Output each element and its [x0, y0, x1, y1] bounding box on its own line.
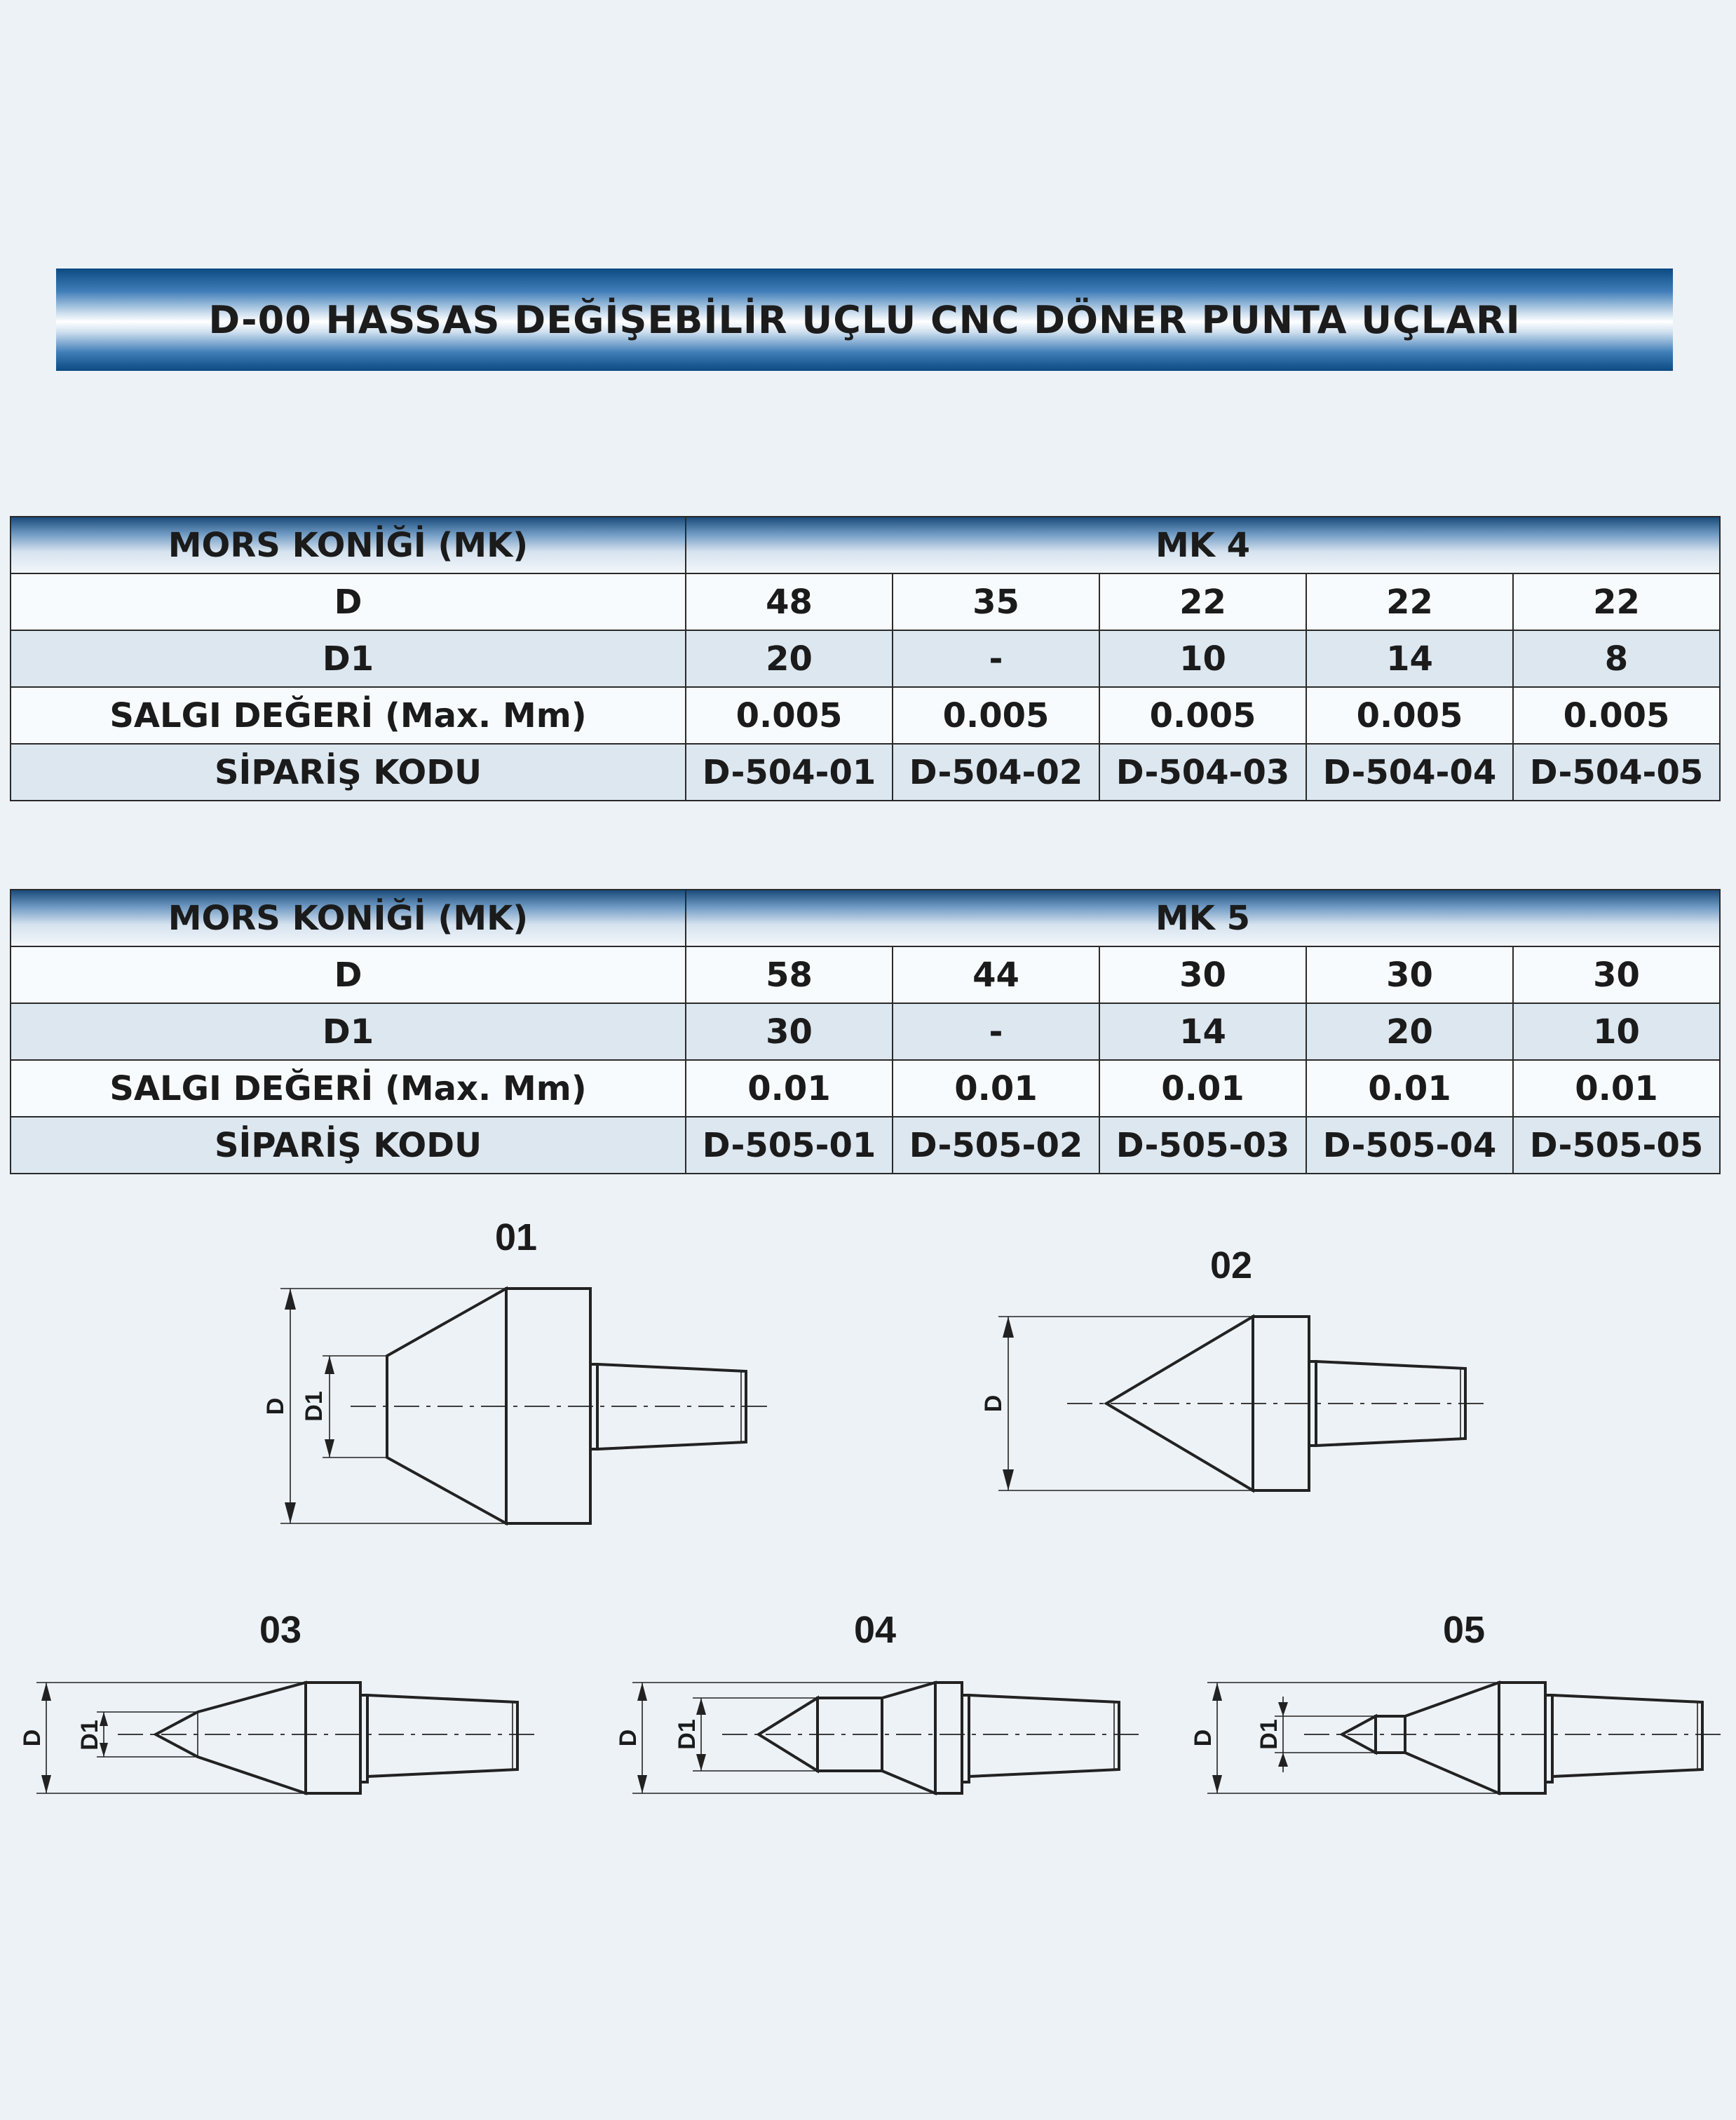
- table-cell: 22: [1306, 573, 1513, 630]
- table-row: [11, 1003, 1720, 1060]
- cone-shape: [156, 1683, 306, 1793]
- row-label: D1: [11, 630, 686, 687]
- table-cell: 0.01: [1099, 1060, 1306, 1117]
- dimension-d-label: D: [19, 1729, 46, 1747]
- morse-shank: [969, 1695, 1119, 1776]
- row-label: D1: [11, 1003, 686, 1060]
- dimension-d1-label: D1: [301, 1391, 327, 1422]
- order-code-cell: D-504-03: [1099, 744, 1306, 801]
- drawing-04: [615, 1609, 1139, 1793]
- table-cell: 30: [1306, 946, 1513, 1003]
- table-header-row: [11, 517, 1720, 573]
- spec-table-mk4: [10, 516, 1721, 801]
- table-cell: 8: [1513, 630, 1720, 687]
- order-code-cell: D-504-02: [893, 744, 1099, 801]
- morse-shank: [367, 1695, 517, 1776]
- table-cell: 30: [686, 1003, 893, 1060]
- order-code-cell: D-505-02: [893, 1117, 1099, 1174]
- table-cell: 0.01: [1306, 1060, 1513, 1117]
- dimension-d-label: D: [1190, 1729, 1216, 1747]
- body-shape: [306, 1683, 360, 1793]
- table-cell: 0.005: [1099, 687, 1306, 744]
- drawing-01: [262, 1216, 768, 1523]
- morse-shank: [1552, 1695, 1702, 1776]
- table-cell: 0.005: [1306, 687, 1513, 744]
- table-cell: 48: [686, 573, 893, 630]
- table-cell: 14: [1306, 630, 1513, 687]
- drawing-label: 01: [494, 1216, 538, 1258]
- table-cell: 44: [893, 946, 1099, 1003]
- table-cell: 30: [1513, 946, 1720, 1003]
- table-row: [11, 744, 1720, 801]
- row-label: D: [11, 573, 686, 630]
- table-cell: 20: [1306, 1003, 1513, 1060]
- table-cell: 0.01: [686, 1060, 893, 1117]
- drawing-label: 04: [853, 1609, 897, 1651]
- table-cell: 10: [1513, 1003, 1720, 1060]
- technical-drawings: [0, 1206, 1736, 1816]
- table-cell: 30: [1099, 946, 1306, 1003]
- table-row: [11, 1060, 1720, 1117]
- drawing-03: [19, 1609, 538, 1793]
- dimension-d-label: D: [262, 1397, 289, 1415]
- table-row: [11, 630, 1720, 687]
- order-code-cell: D-505-05: [1513, 1117, 1720, 1174]
- page-title: D-00 HASSAS DEĞİŞEBİLİR UÇLU CNC DÖNER PUNTA UÇLARI: [208, 297, 1521, 342]
- body-shape: [935, 1683, 962, 1793]
- row-label: SİPARİŞ KODU: [11, 1117, 686, 1174]
- table-cell: -: [893, 1003, 1099, 1060]
- drawing-label: 02: [1209, 1244, 1253, 1286]
- table-cell: 14: [1099, 1003, 1306, 1060]
- table-cell: 0.01: [1513, 1060, 1720, 1117]
- order-code-cell: D-505-01: [686, 1117, 893, 1174]
- table-row: [11, 946, 1720, 1003]
- table-cell: -: [893, 630, 1099, 687]
- table-cell: 10: [1099, 630, 1306, 687]
- drawing-label: 05: [1442, 1609, 1486, 1651]
- order-code-cell: D-504-04: [1306, 744, 1513, 801]
- table-row: [11, 687, 1720, 744]
- table-cell: 0.005: [1513, 687, 1720, 744]
- order-code-cell: D-504-01: [686, 744, 893, 801]
- table-row: [11, 1117, 1720, 1174]
- order-code-cell: D-504-05: [1513, 744, 1720, 801]
- row-label: D: [11, 946, 686, 1003]
- dimension-d1-label: D1: [76, 1720, 103, 1751]
- cone-shape: [1405, 1683, 1499, 1793]
- table-cell: 0.01: [893, 1060, 1099, 1117]
- table-header-row: [11, 890, 1720, 946]
- table-cell: 58: [686, 946, 893, 1003]
- dimension-d-label: D: [615, 1729, 642, 1747]
- row-label: SALGI DEĞERİ (Max. Mm): [11, 687, 686, 744]
- order-code-cell: D-505-03: [1099, 1117, 1306, 1174]
- dimension-d1-label: D1: [674, 1719, 700, 1750]
- dimension-d-label: D: [980, 1394, 1007, 1413]
- row-label: SİPARİŞ KODU: [11, 744, 686, 801]
- order-code-cell: D-505-04: [1306, 1117, 1513, 1174]
- table-cell: 35: [893, 573, 1099, 630]
- table-cell: 0.005: [893, 687, 1099, 744]
- header-label: MORS KONİĞİ (MK): [11, 890, 686, 946]
- drawing-label: 03: [259, 1609, 302, 1651]
- header-value: MK 4: [686, 517, 1720, 573]
- drawing-02: [980, 1244, 1485, 1490]
- body-shape: [1499, 1683, 1545, 1793]
- drawing-05: [1190, 1609, 1722, 1793]
- cone-shape: [882, 1683, 935, 1793]
- table-cell: 22: [1099, 573, 1306, 630]
- table-row: [11, 573, 1720, 630]
- dimension-d1-label: D1: [1256, 1719, 1282, 1750]
- header-value: MK 5: [686, 890, 1720, 946]
- row-label: SALGI DEĞERİ (Max. Mm): [11, 1060, 686, 1117]
- table-cell: 22: [1513, 573, 1720, 630]
- spec-table-mk5: [10, 889, 1721, 1174]
- header-label: MORS KONİĞİ (MK): [11, 517, 686, 573]
- table-cell: 20: [686, 630, 893, 687]
- table-cell: 0.005: [686, 687, 893, 744]
- title-banner: [56, 269, 1673, 371]
